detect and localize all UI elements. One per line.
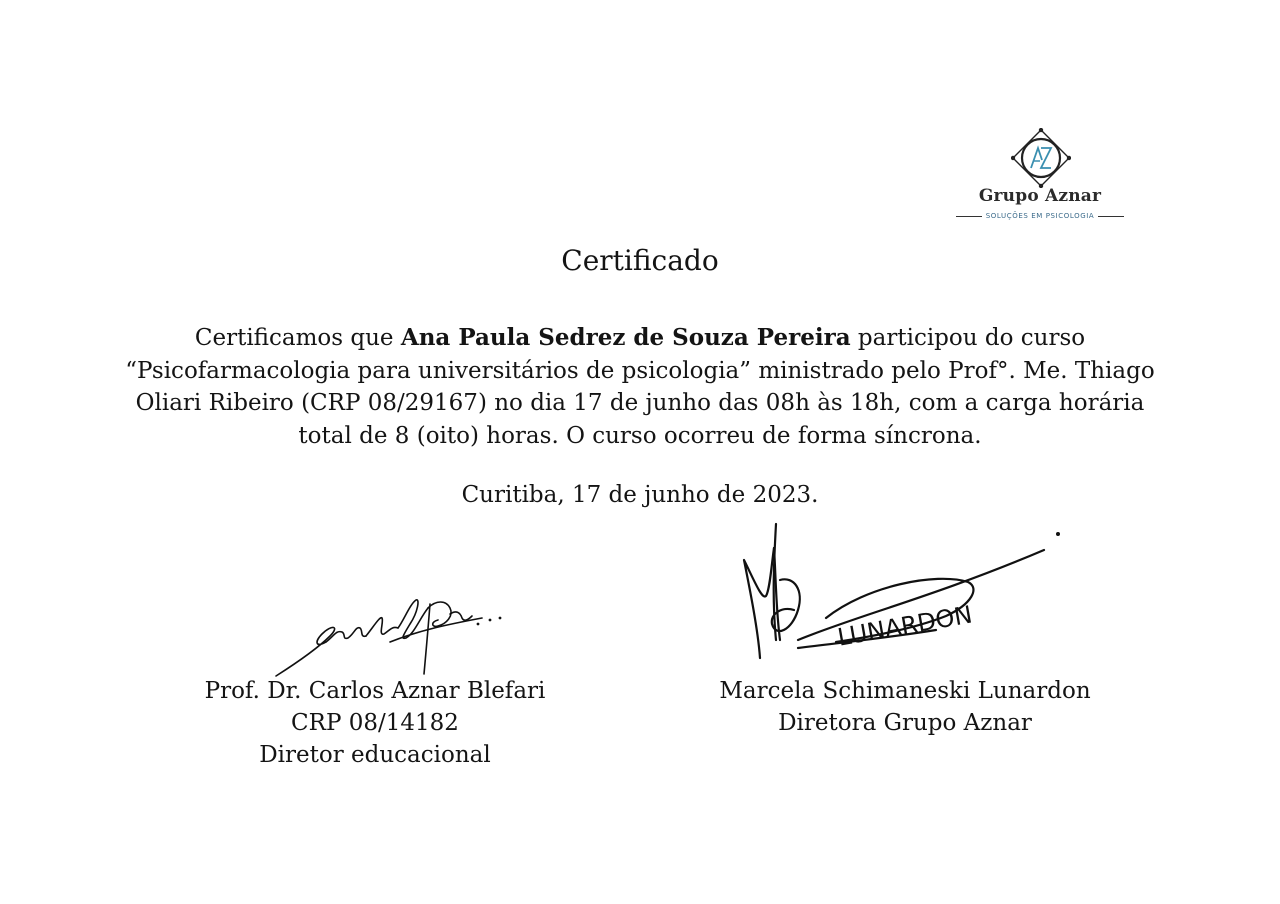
place-and-date: Curitiba, 17 de junho de 2023. bbox=[461, 482, 819, 508]
signature-marcela-text: LUNARDON bbox=[835, 600, 975, 652]
signature-carlos-icon bbox=[270, 590, 510, 682]
logo-name: Grupo Aznar bbox=[978, 186, 1102, 206]
signer-registration: CRP 08/14182 bbox=[291, 710, 459, 736]
signer-block-carlos bbox=[175, 675, 575, 771]
signer-role: Diretor educacional bbox=[259, 742, 491, 768]
logo-tagline bbox=[940, 212, 1140, 220]
certificate-body bbox=[110, 322, 1170, 452]
signer-block-marcela bbox=[680, 675, 1130, 739]
body-details: participou do curso “Psicofarmacologia para universitários de psicologia” ministrado pelo Prof°. Me. Thiago Oliari Ribeiro (CRP 08/29167) no dia 17 de junho das 08h às 18h, com a carga horária total de 8 (oito) horas. O curso ocorreu de forma síncrona. bbox=[125, 325, 1155, 449]
signer-name: Prof. Dr. Carlos Aznar Blefari bbox=[204, 678, 546, 704]
signer-role: Diretora Grupo Aznar bbox=[778, 710, 1032, 736]
company-logo bbox=[940, 124, 1140, 228]
recipient-name: Ana Paula Sedrez de Souza Pereira bbox=[400, 324, 851, 351]
body-intro: Certificamos que bbox=[194, 325, 401, 351]
logo-emblem-icon bbox=[1011, 128, 1071, 188]
signature-marcela-icon bbox=[736, 520, 1066, 662]
certificate-title: Certificado bbox=[561, 244, 719, 277]
signer-name: Marcela Schimaneski Lunardon bbox=[719, 678, 1091, 704]
logo-tagline-text: SOLUÇÕES EM PSICOLOGIA bbox=[985, 212, 1095, 220]
